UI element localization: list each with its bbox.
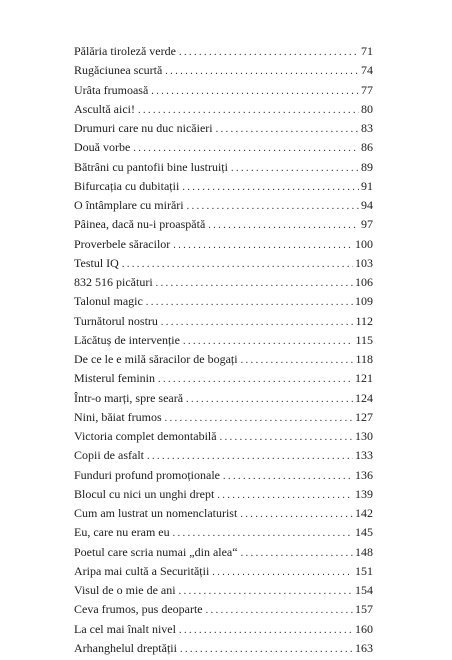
toc-entry-page: 160 (355, 621, 373, 636)
toc-entry-title: Turnătorul nostru (74, 313, 158, 328)
toc-dot-leader (206, 605, 353, 616)
toc-entry (74, 63, 373, 82)
toc-entry-page: 148 (355, 544, 373, 559)
toc-dot-leader (165, 66, 359, 77)
toc-dot-leader (217, 490, 353, 501)
toc-entry-page: 157 (355, 602, 373, 617)
toc-entry-page: 83 (361, 121, 373, 135)
toc-entry-title: Nini, băiat frumos (74, 409, 162, 424)
toc-entry (74, 525, 373, 544)
toc-entry-page: 163 (355, 640, 373, 655)
toc-dot-leader (158, 374, 353, 385)
toc-entry (74, 487, 373, 506)
toc-entry-page: 127 (355, 409, 373, 424)
toc-entry (74, 237, 373, 256)
toc-entry (74, 333, 373, 352)
toc-entry-page: 103 (355, 255, 373, 270)
toc-entry-title: Arhanghelul dreptății (74, 640, 177, 655)
toc-entry-title: Într-o marți, spre seară (74, 390, 184, 405)
toc-dot-leader (133, 143, 359, 154)
toc-entry-title: Rugăciunea scurtă (74, 63, 163, 78)
toc-dot-leader (220, 432, 353, 443)
toc-entry-title: Bifurcația cu dubitații (74, 178, 180, 193)
toc-dot-leader (146, 297, 353, 308)
toc-entry-title: Urâta frumoasă (74, 82, 149, 97)
toc-dot-leader (138, 105, 359, 116)
toc-entry (74, 429, 373, 448)
toc-entry (74, 275, 373, 294)
toc-entry-page: 91 (361, 178, 373, 193)
toc-dot-leader (179, 586, 353, 597)
toc-entry-title: Proverbele săracilor (74, 236, 171, 251)
toc-dot-leader (182, 182, 359, 193)
toc-entry (74, 622, 373, 641)
toc-entry-title: Funduri profund promoționale (74, 467, 220, 482)
toc-entry-page: 86 (361, 140, 373, 155)
toc-entry-title: O întâmplare cu mirări (74, 198, 184, 212)
toc-entry-title: Lăcătuș de intervenție (74, 332, 180, 347)
toc-entry-page: 139 (355, 486, 373, 501)
toc-entry-title: Blocul cu nici un unghi drept (74, 486, 215, 501)
toc-entry-page: 94 (361, 198, 373, 212)
toc-entry-page: 145 (355, 525, 373, 540)
toc-entry-title: Poetul care scria numai „din alea“ (74, 544, 238, 559)
toc-dot-leader (186, 394, 353, 405)
toc-dot-leader (216, 124, 359, 135)
toc-entry (74, 506, 373, 525)
toc-entry-title: Două vorbe (74, 140, 131, 155)
toc-entry (74, 641, 373, 660)
toc-entry (74, 371, 373, 390)
toc-entry-page: 136 (355, 467, 373, 482)
toc-dot-leader (208, 220, 359, 231)
toc-entry (74, 448, 373, 467)
toc-entry (74, 256, 373, 275)
toc-entry-page: 115 (355, 332, 373, 347)
toc-entry (74, 102, 373, 121)
toc-entry-page: 77 (361, 82, 373, 97)
toc-dot-leader (161, 317, 354, 328)
toc-dot-leader (147, 451, 353, 462)
toc-dot-leader (187, 201, 359, 212)
toc-entry-title: Talonul magic (74, 294, 143, 309)
toc-entry (74, 583, 373, 602)
toc-entry (74, 198, 373, 217)
toc-dot-leader (156, 278, 353, 289)
toc-entry (74, 294, 373, 313)
toc-entry-title: La cel mai înalt nivel (74, 621, 176, 636)
toc-entry-page: 97 (361, 217, 373, 232)
toc-entry-page: 124 (355, 390, 373, 405)
toc-entry-page: 100 (355, 236, 373, 251)
toc-entry-title: Cum am lustrat un nomenclaturist (74, 506, 238, 520)
toc-dot-leader (173, 528, 353, 539)
toc-entry (74, 468, 373, 487)
toc-entry (74, 314, 373, 333)
toc-entry (74, 217, 373, 236)
toc-entry (74, 44, 373, 63)
toc-entry-page: 80 (361, 101, 373, 116)
toc-entry (74, 545, 373, 564)
toc-entry-title: De ce le e milă săracilor de bogați (74, 352, 238, 366)
toc-entry-page: 71 (361, 44, 373, 58)
toc-entry-title: Pâinea, dacă nu-i proaspătă (74, 217, 206, 232)
toc-dot-leader (151, 86, 359, 97)
toc-entry (74, 140, 373, 159)
toc-dot-leader (241, 355, 354, 366)
toc-entry-title: Ascultă aici! (74, 101, 135, 116)
toc-entry (74, 564, 373, 583)
toc-entry-page: 142 (355, 506, 373, 520)
toc-entry-page: 109 (355, 294, 373, 309)
toc-entry-title: Copii de asfalt (74, 448, 144, 463)
toc-entry-title: Victoria complet demontabilă (74, 429, 217, 443)
toc-entry-page: 118 (355, 352, 373, 366)
toc-entry-title: Aripa mai cultă a Securității (74, 563, 210, 578)
toc-dot-leader (179, 625, 353, 636)
toc-dot-leader (241, 548, 353, 559)
toc-entry-title: Pălăria tiroleză verde (74, 44, 176, 58)
toc-entry-title: Testul IQ (74, 255, 119, 270)
toc-dot-leader (212, 567, 353, 578)
toc-dot-leader (240, 509, 353, 520)
toc-entry (74, 160, 373, 179)
toc-dot-leader (122, 259, 353, 270)
toc-entry-title: Bătrâni cu pantofii bine lustruiți (74, 159, 228, 174)
toc-entry-title: Eu, care nu eram eu (74, 525, 170, 540)
toc-dot-leader (183, 336, 353, 347)
toc-dot-leader (223, 471, 353, 482)
toc-entry (74, 83, 373, 102)
toc-dot-leader (165, 413, 353, 424)
toc-entry-page: 130 (355, 429, 373, 443)
toc-entry (74, 410, 373, 429)
toc-entry-title: Visul de o mie de ani (74, 583, 176, 597)
toc-entry-page: 154 (355, 583, 373, 597)
toc-entry-title: 832 516 picături (74, 275, 153, 289)
toc-entry-title: Misterul feminin (74, 371, 155, 386)
toc-entry-page: 133 (355, 448, 373, 463)
toc-entry (74, 391, 373, 410)
toc-dot-leader (173, 240, 353, 251)
toc-entry (74, 179, 373, 198)
toc-dot-leader (179, 47, 359, 58)
toc-entry-page: 74 (361, 63, 373, 78)
toc-entry-page: 121 (355, 371, 373, 386)
toc-entry-page: 112 (355, 313, 373, 328)
toc-entry (74, 602, 373, 621)
toc-entry-page: 151 (355, 563, 373, 578)
toc-entry-page: 89 (361, 159, 373, 174)
toc-dot-leader (231, 163, 359, 174)
toc-entry (74, 121, 373, 140)
toc-dot-leader (180, 644, 353, 655)
toc-entry (74, 352, 373, 371)
table-of-contents (74, 44, 373, 660)
toc-entry-title: Drumuri care nu duc nicăieri (74, 121, 213, 135)
toc-entry-title: Ceva frumos, pus deoparte (74, 602, 203, 617)
toc-entry-page: 106 (355, 275, 373, 289)
